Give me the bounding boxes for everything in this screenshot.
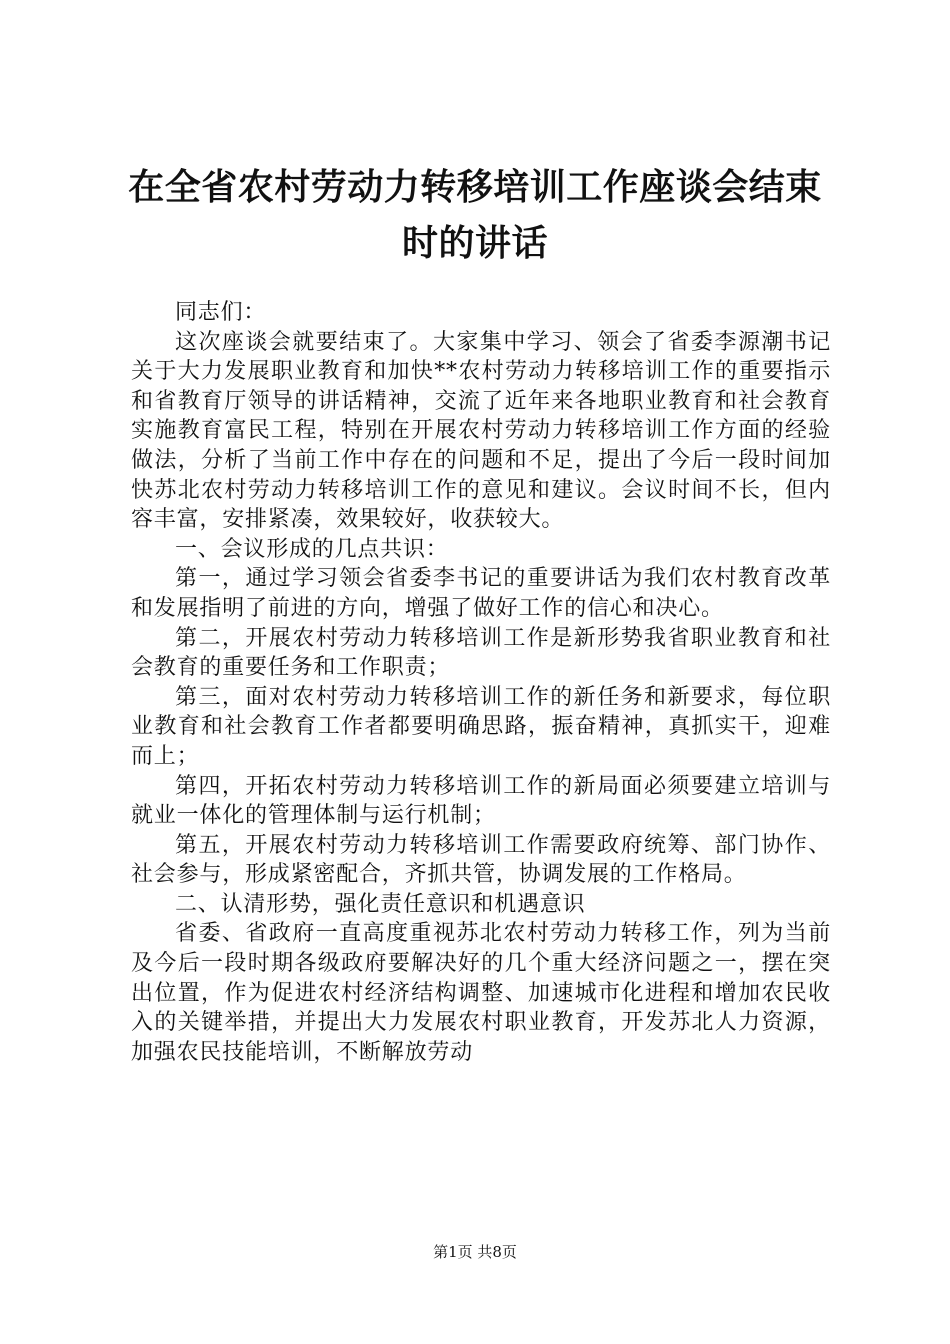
document-title: 在全省农村劳动力转移培训工作座谈会结束时的讲话: [128, 167, 822, 264]
body-paragraph: 这次座谈会就要结束了。大家集中学习、领会了省委李源潮书记关于大力发展职业教育和加快**农村劳动力转移培训工作的重要指示和省教育厅领导的讲话精神，交流了近年来各地职业教育和社会教育实施教育富民工程，特别在开展农村劳动力转移培训工作方面的经验做法，分析了当前工作中存在的问题和不足，提出了今后一段时间加快苏北农村劳动力转移培训工作的意见和建议。会议时间不长，但内容丰富，安排紧凑，效果较好，收获较大。: [131, 329, 831, 533]
document-body: [131, 298, 831, 1067]
section-heading: 二、认清形势，强化责任意识和机遇意识: [175, 891, 586, 917]
body-paragraph: 第二，开展农村劳动力转移培训工作是新形势我省职业教育和社会教育的重要任务和工作职责；: [131, 625, 831, 681]
body-paragraph: 第五，开展农村劳动力转移培训工作需要政府统筹、部门协作、社会参与，形成紧密配合，齐抓共管，协调发展的工作格局。: [131, 832, 831, 888]
salutation: 同志们：: [175, 300, 267, 325]
body-paragraph: 第四，开拓农村劳动力转移培训工作的新局面必须要建立培训与就业一体化的管理体制与运行机制；: [131, 773, 831, 829]
body-paragraph: 第一，通过学习领会省委李书记的重要讲话为我们农村教育改革和发展指明了前进的方向，增强了做好工作的信心和决心。: [131, 566, 831, 621]
body-paragraph: 第三，面对农村劳动力转移培训工作的新任务和新要求，每位职业教育和社会教育工作者都要明确思路，振奋精神，真抓实干，迎难而上；: [131, 684, 831, 769]
section-heading: 一、会议形成的几点共识：: [175, 536, 449, 562]
page-footer: 第1页 共8页: [433, 1243, 517, 1261]
body-paragraph: 省委、省政府一直高度重视苏北农村劳动力转移工作，列为当前及今后一段时期各级政府要解决好的几个重大经济问题之一，摆在突出位置，作为促进农村经济结构调整、加速城市化进程和增加农民收入的关键举措，并提出大力发展农村职业教育，开发苏北人力资源，加强农民技能培训，不断解放劳动: [131, 921, 831, 1065]
